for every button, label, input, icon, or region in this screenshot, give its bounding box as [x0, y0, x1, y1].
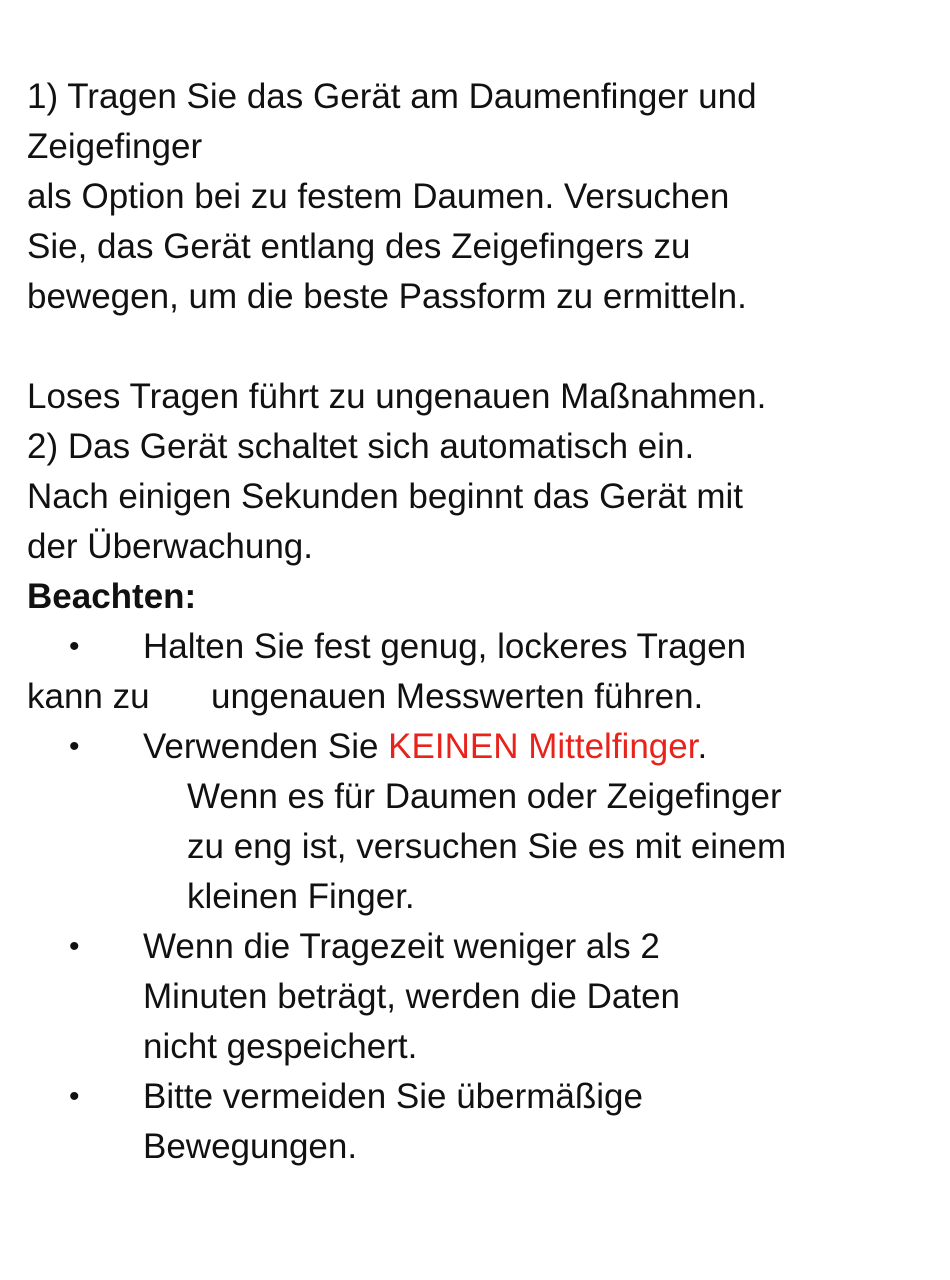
bullet4-continuation [27, 1122, 927, 1172]
step1-line1: 1) Tragen Sie das Gerät am Daumenfinger und [27, 77, 757, 116]
bullet-item-3 [27, 922, 927, 972]
bullet-item-4 [27, 1072, 927, 1122]
paragraph-spacer [27, 322, 927, 372]
step1-line5: bewegen, um die beste Passform zu ermitteln. [27, 277, 747, 316]
bullet2-suffix: . [697, 727, 708, 766]
bullet-item-1 [27, 622, 927, 672]
bullet2-continuation-2 [27, 822, 927, 872]
bullet2-line1 [143, 722, 707, 772]
bullet2-continuation-1 [27, 772, 927, 822]
bullet1-continuation [27, 672, 927, 722]
bullet2-highlight: KEINEN Mittelfinger [388, 727, 698, 766]
bullet2-prefix: Verwenden Sie [143, 727, 389, 766]
bullet3-line2: Minuten beträgt, werden die Daten [143, 977, 680, 1016]
bullet-icon: • [69, 1080, 80, 1113]
bullet1-line2b: ungenauen Messwerten führen. [211, 677, 704, 716]
bullet-item-2 [27, 722, 927, 772]
step1-line4: Sie, das Gerät entlang des Zeigefingers zu [27, 227, 691, 266]
instruction-document [27, 72, 927, 1172]
bullet1-line2a: kann zu [27, 677, 150, 716]
bullet3-continuation-2 [27, 1022, 927, 1072]
bullet2-line2: Wenn es für Daumen oder Zeigefinger [187, 777, 782, 816]
bullet-icon: • [69, 630, 80, 663]
bullet4-line2: Bewegungen. [143, 1127, 358, 1166]
bullet2-line3: zu eng ist, versuchen Sie es mit einem [187, 827, 787, 866]
step1-line3: als Option bei zu festem Daumen. Versuchen [27, 177, 730, 216]
note-heading: Beachten: [27, 577, 197, 616]
bullet3-line1: Wenn die Tragezeit weniger als 2 [143, 927, 660, 966]
bullet1-line1: Halten Sie fest genug, lockeres Tragen [143, 627, 747, 666]
step2-line2: Nach einigen Sekunden beginnt das Gerät mit [27, 477, 744, 516]
bullet3-line3: nicht gespeichert. [143, 1027, 418, 1066]
bullet4-line1: Bitte vermeiden Sie übermäßige [143, 1077, 643, 1116]
bullet-icon: • [69, 730, 80, 763]
loose-wear-note: Loses Tragen führt zu ungenauen Maßnahmen. [27, 377, 767, 416]
step2-line1: 2) Das Gerät schaltet sich automatisch ein. [27, 427, 695, 466]
bullet-icon: • [69, 930, 80, 963]
step2-line3: der Überwachung. [27, 527, 313, 566]
step1-line2: Zeigefinger [27, 127, 203, 166]
bullet2-line4: kleinen Finger. [187, 877, 415, 916]
bullet2-continuation-3 [27, 872, 927, 922]
bullet3-continuation-1 [27, 972, 927, 1022]
